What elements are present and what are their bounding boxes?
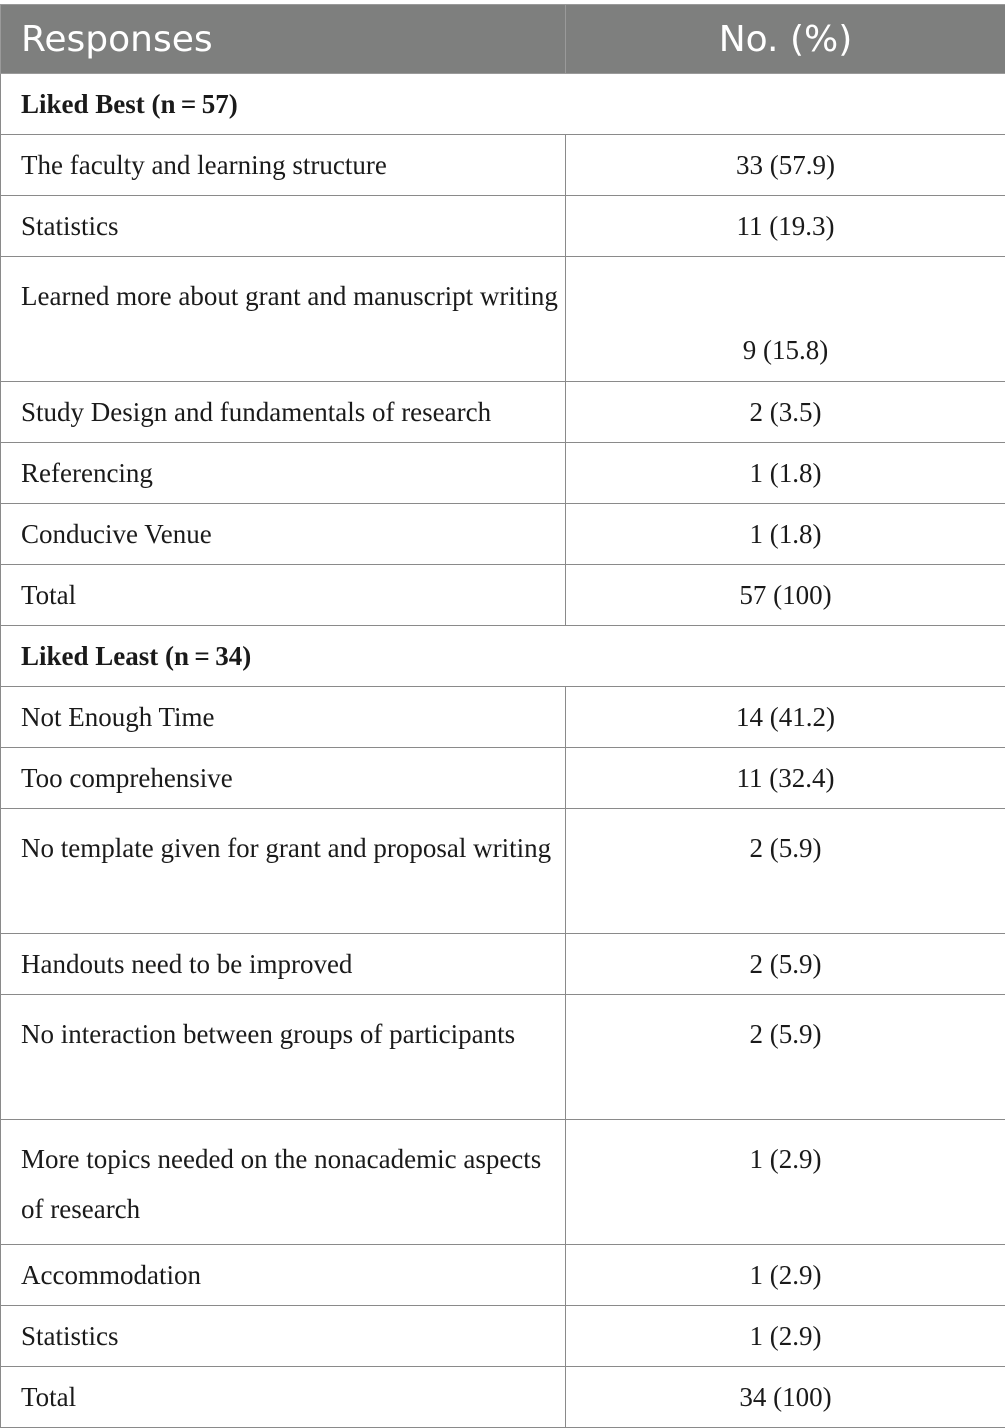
- table-row: [1, 382, 1005, 443]
- row-label: Learned more about grant and manuscript writing: [1, 257, 566, 382]
- row-value: 1 (1.8): [566, 504, 1005, 565]
- row-value: 11 (19.3): [566, 196, 1005, 257]
- row-label: Too comprehensive: [1, 748, 566, 809]
- section-title: Liked Best (n = 57): [1, 74, 1005, 135]
- row-value: 9 (15.8): [566, 257, 1005, 382]
- row-label: More topics needed on the nonacademic aspects of research: [1, 1120, 566, 1245]
- row-value: 33 (57.9): [566, 135, 1005, 196]
- row-value: 2 (5.9): [566, 934, 1005, 995]
- row-label: The faculty and learning structure: [1, 135, 566, 196]
- row-value: 1 (2.9): [566, 1306, 1005, 1367]
- row-label: Total: [1, 565, 566, 626]
- row-label: Statistics: [1, 1306, 566, 1367]
- table-row: [1, 257, 1005, 382]
- row-label: No interaction between groups of participants: [1, 995, 566, 1120]
- row-value: 14 (41.2): [566, 687, 1005, 748]
- table-row: [1, 748, 1005, 809]
- row-label: Conducive Venue: [1, 504, 566, 565]
- row-label: Referencing: [1, 443, 566, 504]
- table-row: [1, 504, 1005, 565]
- table-row: [1, 443, 1005, 504]
- table-row: [1, 135, 1005, 196]
- row-label: Statistics: [1, 196, 566, 257]
- header-row: [1, 5, 1005, 74]
- table-row: [1, 687, 1005, 748]
- row-value: 57 (100): [566, 565, 1005, 626]
- row-label: Not Enough Time: [1, 687, 566, 748]
- row-value: 1 (1.8): [566, 443, 1005, 504]
- row-value: 2 (3.5): [566, 382, 1005, 443]
- row-value: 1 (2.9): [566, 1245, 1005, 1306]
- table-row: [1, 995, 1005, 1120]
- row-label: Handouts need to be improved: [1, 934, 566, 995]
- row-value: 11 (32.4): [566, 748, 1005, 809]
- table-row: [1, 1306, 1005, 1367]
- row-value: 1 (2.9): [566, 1120, 1005, 1245]
- row-label: Total: [1, 1367, 566, 1428]
- table-row: [1, 1245, 1005, 1306]
- table-row: [1, 196, 1005, 257]
- table-row: [1, 1120, 1005, 1245]
- row-label: Study Design and fundamentals of research: [1, 382, 566, 443]
- total-row: [1, 565, 1005, 626]
- row-value: 2 (5.9): [566, 995, 1005, 1120]
- section-title: Liked Least (n = 34): [1, 626, 1005, 687]
- row-value: 2 (5.9): [566, 809, 1005, 934]
- responses-table: [0, 4, 1005, 1428]
- table-row: [1, 809, 1005, 934]
- total-row: [1, 1367, 1005, 1428]
- table-row: [1, 934, 1005, 995]
- header-count-percent: No. (%): [566, 5, 1005, 74]
- row-label: Accommodation: [1, 1245, 566, 1306]
- section-header-liked-best: [1, 74, 1005, 135]
- header-responses: Responses: [1, 5, 566, 74]
- section-header-liked-least: [1, 626, 1005, 687]
- row-value: 34 (100): [566, 1367, 1005, 1428]
- row-label: No template given for grant and proposal writing: [1, 809, 566, 934]
